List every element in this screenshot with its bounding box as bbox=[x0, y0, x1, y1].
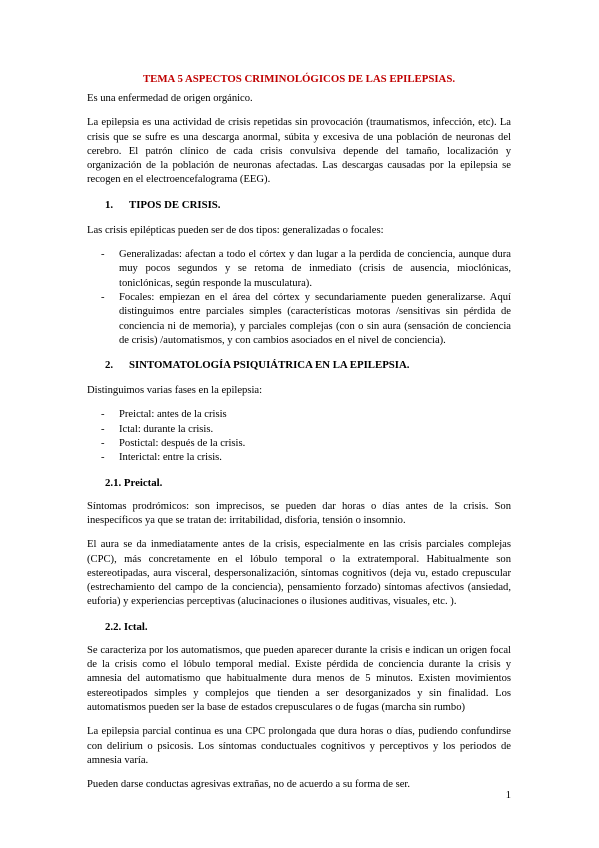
section-2-heading bbox=[105, 358, 511, 372]
document-title: TEMA 5 ASPECTOS CRIMINOLÓGICOS DE LAS EPILEPSIAS. bbox=[142, 73, 456, 85]
section-2-lead: Distinguimos varias fases en la epilepsia: bbox=[87, 385, 263, 397]
section-1-title: TIPOS DE CRISIS. bbox=[129, 198, 221, 211]
preictal-paragraph-1: Síntomas prodrómicos: son imprecisos, se pueden dar horas o días antes de la crisis. Son inespecíficos ya que se tratan de: irritabilidad, disforia, tensión o insomnio. bbox=[87, 500, 511, 526]
subsection-2-1-heading: 2.1. Preictal. bbox=[105, 476, 163, 489]
crisis-types-list bbox=[87, 248, 511, 348]
list-item-preictal: - Preictal: antes de la crisis bbox=[87, 408, 511, 422]
section-1-lead: Las crisis epilépticas pueden ser de dos tipos: generalizadas o focales: bbox=[87, 224, 384, 236]
section-2-number: 2. bbox=[105, 359, 114, 372]
list-item-generalizadas: - Generalizadas: afectan a todo el córtex y dan lugar a la perdida de conciencia, aunque dura muy pocos segundos y se retoma de inmediato (crisis de ausencia, mioclónicas, toniclónicas, según responde la musculatura). bbox=[87, 248, 511, 291]
intro-paragraph: Es una enfermedad de origen orgánico. bbox=[87, 93, 253, 104]
ictal-paragraph-3: Pueden darse conductas agresivas extrañas, no de acuerdo a su forma de ser. bbox=[87, 779, 410, 791]
section-1-number: 1. bbox=[105, 198, 114, 211]
list-item-postictal: - Postictal: después de la crisis. bbox=[87, 437, 511, 451]
list-item-focales: - Focales: empiezan en el área del córtex y secundariamente pueden generalizarse. Aquí distinguimos entre parciales simples (características motoras /sensitivas sin pérdida de conciencia ni de memoria), y parciales complejas (con o sin aura (sensación de conciencia de crisis) /automatismos, y con cambios asociados en el nivel de conciencia). bbox=[87, 291, 511, 348]
list-item-interictal: - Interictal: entre la crisis. bbox=[87, 451, 511, 465]
ictal-paragraph-2: La epilepsia parcial continua es una CPC prolongada que dura horas o días, pudiendo confundirse con delirium o psicosis. Los síntomas conductuales cognitivos y perceptivos y los periodos de amnesia varía. bbox=[87, 726, 511, 766]
list-item-ictal: - Ictal: durante la crisis. bbox=[87, 423, 511, 437]
subsection-2-2-heading: 2.2. Ictal. bbox=[105, 620, 148, 633]
page-number: 1 bbox=[505, 790, 511, 801]
ictal-paragraph-1: Se caracteriza por los automatismos, que pueden aparecer durante la crisis e indican un origen focal de la crisis como el lóbulo temporal medial. Existe pérdida de conciencia durante la crisis y amnesia del automatismo que habitualmente dura menos de 5 minutos. Existen movimientos estereotipados simples y complejos que tienden a ser desorganizados y sin finalidad. Los automatismos pueden ser la base de estados crepusculares o de fugas (marcha sin rumbo) bbox=[87, 644, 511, 713]
section-1-heading bbox=[105, 198, 511, 212]
document-body bbox=[87, 92, 511, 802]
phases-list bbox=[87, 408, 511, 465]
section-2-title: SINTOMATOLOGÍA PSIQUIÁTRICA EN LA EPILEPSIA. bbox=[129, 359, 410, 372]
definition-paragraph: La epilepsia es una actividad de crisis repetidas sin provocación (traumatismos, infección, etc). La crisis que se sufre es una descarga anormal, súbita y excesiva de una población de neuronas del cerebro. El patrón clínico de cada crisis convulsiva depende del tamaño, localización y organización de la población de neuronas afectadas. Las descargas causadas por la epilepsia se recogen en el electroencefalograma (EEG). bbox=[87, 117, 511, 186]
preictal-paragraph-2: El aura se da inmediatamente antes de la crisis, especialmente en las crisis parciales complejas (CPC), más concretamente en el lóbulo temporal o la extratemporal. Habitualmente son estereotipadas, aura visceral, despersonalización, síntomas cognitivos (deja vu, estado crepuscular (estrechamiento del campo de la conciencia), pensamiento forzado) síntomas afectivos (ansiedad, euforia) y experiencias perceptivas (alucinaciones o ilusiones auditivas, visuales, etc. ). bbox=[87, 539, 511, 608]
